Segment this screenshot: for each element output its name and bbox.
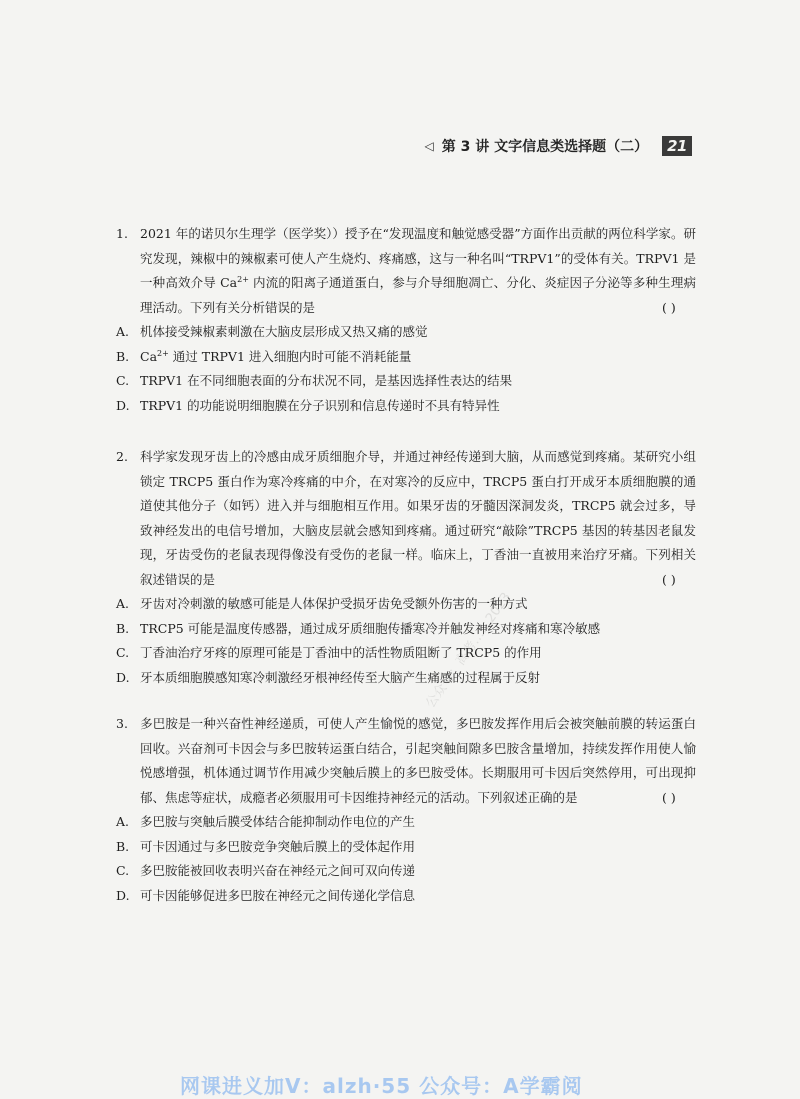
option-letter: C. bbox=[116, 645, 130, 660]
option-letter: B. bbox=[116, 838, 130, 854]
stem-line: 洞发炎，TRCP5 就会过多，导致神经发出的电信号增加，大脑皮层就会感知到疼痛。通过 bbox=[140, 498, 696, 538]
chapter-title: 第 3 讲 文字信息类选择题（二） bbox=[441, 139, 649, 155]
triangle-marker-icon: ◁ bbox=[424, 139, 434, 153]
stem-line: 的受体有关。TRPV1 是一种高效介导 Ca bbox=[140, 250, 697, 290]
stem-line: 位科学家。研究发现，辣椒中的辣椒素可使人产生烧灼、疼痛感，这与一种名叫“TRPV1” bbox=[140, 226, 696, 266]
stem-line: 多巴胺是一种兴奋性神经递质，可使人产生愉悦的感觉，多巴胺发挥作用后会被突触前膜 bbox=[140, 716, 633, 731]
option-c bbox=[116, 369, 696, 394]
option-text: 牙本质细胞膜感知寒冷刺激经牙根神经传至大脑产生痛感的过程属于反射 bbox=[140, 669, 541, 685]
option-b bbox=[116, 835, 696, 860]
option-c bbox=[116, 641, 696, 666]
option-letter: A. bbox=[116, 814, 130, 829]
question-1 bbox=[116, 222, 696, 418]
superscript: 2+ bbox=[157, 348, 169, 358]
question-stem: 3. 多巴胺是一种兴奋性神经递质，可使人产生愉悦的感觉，多巴胺发挥作用后会被突触前膜的转运蛋白回收。兴奋剂可卡因会与多巴胺转运蛋白结合，引起突触间隙多巴胺含量增加，持续发挥作用使人愉悦感增强，机体通过调节作用减少突触后膜上的多巴胺受体。长期服用可卡因后突然停用，可出现抑郁、焦虑等症状，成瘾者必须服用可卡因维持神经元的活动。下列叙述正确的是 ( ) bbox=[116, 712, 696, 810]
option-c bbox=[116, 859, 696, 884]
stem-line: 研究“敲除”TRCP5 基因的转基因老鼠发现，牙齿受伤的老鼠表现得像没有受伤的老鼠一样。 bbox=[140, 522, 696, 562]
stem-line: 化、炎症因子分泌等多种生理病理活动。下列有关分析错误的是 bbox=[140, 275, 696, 315]
watermark: 公众号：高考……2023 bbox=[423, 589, 515, 711]
stem-line: 科学家发现牙齿上的冷感由成牙质细胞介导，并通过神经传递到大脑，从而感觉到疼痛。 bbox=[140, 449, 633, 464]
option-a bbox=[116, 592, 696, 617]
option-letter: B. bbox=[116, 348, 130, 364]
option-text: 牙齿对冷刺激的敏感可能是人体保护受损牙齿免受额外伤害的一种方式 bbox=[140, 596, 528, 611]
option-letter: C. bbox=[116, 373, 130, 388]
option-letter: C. bbox=[116, 863, 130, 878]
superscript: 2+ bbox=[237, 274, 249, 284]
question-number: 2. bbox=[116, 449, 128, 464]
option-text: 通过 TRPV1 进入细胞内时可能不消耗能量 bbox=[168, 348, 412, 364]
option-text: 丁香油治疗牙疼的原理可能是丁香油中的活性物质阻断了 TRCP5 的作用 bbox=[140, 645, 542, 660]
option-letter: D. bbox=[116, 887, 130, 903]
option-text: TRCP5 可能是温度传感器，通过成牙质细胞传播寒冷并触发神经对疼痛和寒冷敏感 bbox=[140, 620, 601, 636]
option-d bbox=[116, 666, 696, 691]
stem-line: 临床上，丁香油一直被用来治疗牙痛。下列相关叙述错误的是 bbox=[140, 547, 696, 587]
chapter-header bbox=[425, 136, 692, 156]
question-number: 1. bbox=[116, 226, 128, 241]
stem-line: 下列叙述正确的是 bbox=[477, 789, 578, 805]
option-letter: A. bbox=[116, 324, 130, 339]
page-number: 21 bbox=[662, 136, 692, 156]
question-number: 3. bbox=[116, 716, 128, 731]
question-stem: 2. 科学家发现牙齿上的冷感由成牙质细胞介导，并通过神经传递到大脑，从而感觉到疼痛。某研究小组锁定 TRCP5 蛋白作为寒冷疼痛的中介，在对寒冷的反应中，TRCP5 蛋白打开成牙本质细胞膜的通道使其他分子（如钙）进入并与细胞相互作用。如果牙齿的牙髓因深洞发炎，TRCP5 就会过多，导致神经发出的电信号增加，大脑皮层就会感知到疼痛。通过研究“敲除”TRCP5 基因的转基因老鼠发现，牙齿受伤的老鼠表现得像没有受伤的老鼠一样。临床上，丁香油一直被用来治疗牙痛。下列相关叙述错误的是 ( ) bbox=[116, 445, 696, 592]
footer-banner: 网课进义加V：alzh·55 公众号：A学霸阅 bbox=[180, 1074, 583, 1098]
stem-line: 成牙本质细胞膜的通道使其他分子（如钙）进入并与细胞相互作用。如果牙齿的牙髓因深 bbox=[140, 473, 696, 513]
option-text: Ca bbox=[140, 348, 158, 364]
question-stem: 1. 2021 年的诺贝尔生理学（医学奖））授予在“发现温度和触觉感受器”方面作出贡献的两位科学家。研究发现，辣椒中的辣椒素可使人产生烧灼、疼痛感，这与一种名叫“TRPV1”的受体有关。TRPV1 是一种高效介导 $Ca^{2+}$ 内流的阳离子通道蛋白，参与介导细胞凋亡、分化、炎症因子分泌等多种生理病理活动。下列有关分析错误的是 ( ) bbox=[116, 222, 696, 320]
option-text: 机体接受辣椒素刺激在大脑皮层形成又热又痛的感觉 bbox=[140, 324, 428, 339]
option-text: 多巴胺与突触后膜受体结合能抑制动作电位的产生 bbox=[140, 814, 416, 829]
option-a bbox=[116, 810, 696, 835]
stem-line: 的转运蛋白回收。兴奋剂可卡因会与多巴胺转运蛋白结合，引起突触间隙多巴胺含量增加， bbox=[140, 716, 696, 756]
option-letter: A. bbox=[116, 596, 130, 611]
option-a bbox=[116, 320, 696, 345]
stem-line: 内流的阳离子通道蛋白，参与介导细胞凋亡、分 bbox=[248, 275, 519, 290]
option-text: TRPV1 的功能说明细胞膜在分子识别和信息传递时不具有特异性 bbox=[140, 397, 500, 413]
question-2 bbox=[116, 445, 696, 690]
option-d bbox=[116, 884, 696, 909]
stem-line: 2021 年的诺贝尔生理学（医学奖））授予在“发现温度和触觉感受器”方面作出贡献的两 bbox=[140, 226, 621, 241]
option-text: TRPV1 在不同细胞表面的分布状况不同，是基因选择性表达的结果 bbox=[140, 373, 513, 388]
stem-line: 用可卡因后突然停用，可出现抑郁、焦虑等症状，成瘾者必须服用可卡因维持神经元的活动。 bbox=[140, 765, 696, 805]
option-letter: B. bbox=[116, 620, 130, 636]
option-text: 可卡因通过与多巴胺竞争突触后膜上的受体起作用 bbox=[140, 838, 416, 854]
option-b bbox=[116, 617, 696, 642]
stem-line: 持续发挥作用使人愉悦感增强，机体通过调节作用减少突触后膜上的多巴胺受体。长期服 bbox=[140, 740, 696, 780]
option-letter: D. bbox=[116, 669, 130, 685]
option-d bbox=[116, 394, 696, 419]
question-3 bbox=[116, 712, 696, 908]
option-text: 多巴胺能被回收表明兴奋在神经元之间可双向传递 bbox=[140, 863, 416, 878]
option-letter: D. bbox=[116, 397, 130, 413]
option-text: 可卡因能够促进多巴胺在神经元之间传递化学信息 bbox=[140, 887, 416, 903]
option-b bbox=[116, 345, 696, 370]
stem-line: 某研究小组锁定 TRCP5 蛋白作为寒冷疼痛的中介，在对寒冷的反应中，TRCP5 蛋白打开 bbox=[140, 449, 696, 489]
